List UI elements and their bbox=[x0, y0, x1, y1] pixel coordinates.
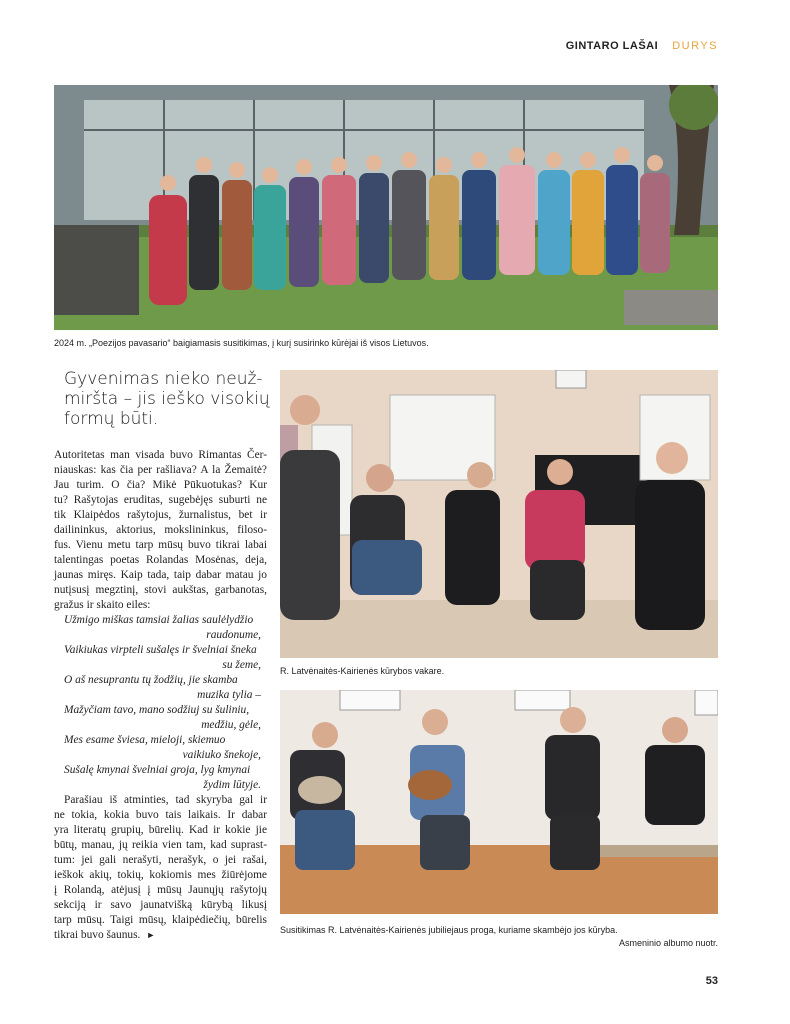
text-line: nutįsusį megztinį, stovi aukštas, garbanotas, bbox=[54, 584, 267, 596]
poem-quote bbox=[54, 613, 267, 793]
group-photo bbox=[54, 85, 718, 330]
page-number: 53 bbox=[705, 975, 718, 987]
article-body bbox=[54, 448, 267, 943]
poem-line: raudonume, bbox=[206, 629, 261, 641]
text-line: jaunas miręs. Kaip tada, taip dabar matau jo bbox=[54, 569, 267, 581]
poem-line: muzika tylia – bbox=[197, 689, 261, 701]
text-line: ieškok akių, tokių, kokiomis mes žiūrėjome bbox=[54, 869, 267, 881]
paragraph-2 bbox=[54, 793, 267, 943]
text-line: dailininkus, aktorius, mokslininkus, filoso- bbox=[54, 524, 267, 536]
photo-credit: Asmeninio albumo nuotr. bbox=[618, 938, 718, 948]
poem-line: Užmigo miškas tamsiai žalias saulėlydžio bbox=[64, 614, 254, 626]
poem-line: Vaikiukas virpteli sušalęs ir švelniai šneka bbox=[64, 644, 257, 656]
text-line: tu? Rašytojas eruditas, sugebėjęs suburti ne bbox=[54, 494, 267, 506]
anniversary-photo bbox=[280, 690, 718, 914]
page-header bbox=[566, 40, 718, 52]
text-line: niauskas: kas čia per rašliava? A la Žemaitė? bbox=[54, 464, 267, 476]
text-line: tarp mūsų. Taigi mūsų, klaipėdiečių, būrelis bbox=[54, 914, 267, 926]
poem-line: su žeme, bbox=[222, 659, 261, 671]
poem-line: Mes esame šviesa, mieloji, skiemuo bbox=[64, 734, 226, 746]
text-line: Jau turim. O čia? Mikė Pūkuotukas? Kur bbox=[54, 479, 267, 491]
text-line: tum: jei gali nerašyti, nerašyk, o jei rašai, bbox=[54, 854, 267, 866]
pull-quote bbox=[64, 369, 274, 429]
text-line: sekciją ir savo jaunatvišką kūrybą likusį bbox=[54, 899, 267, 911]
middle-photo-caption: R. Latvėnaitės-Kairienės kūrybos vakare. bbox=[280, 666, 445, 676]
bottom-photo-caption: Susitikimas R. Latvėnaitės-Kairienės jubiliejaus proga, kuriame skambėjo jos kūryba. bbox=[280, 925, 618, 935]
poem-line: Mažyčiam tavo, mano sodžiuj su šuliniu, bbox=[64, 704, 250, 716]
text-line: Autoritetas man visada buvo Rimantas Čer- bbox=[54, 449, 267, 461]
text-line: tik Klaipėdos rašytojus, žurnalistus, bet ir bbox=[54, 509, 267, 521]
poem-line: medžiu, gėle, bbox=[201, 719, 261, 731]
text-line: talentingas poetas Rolandas Mosėnas, deja, bbox=[54, 554, 267, 566]
pull-quote-line: Gyvenimas nieko neuž- bbox=[64, 369, 263, 389]
text-line: gražus ir skaito eiles: bbox=[54, 599, 151, 611]
end-arrow-icon: ► bbox=[146, 930, 156, 940]
top-photo-caption: 2024 m. „Poezijos pavasario“ baigiamasis susitikimas, į kurį susirinko kūrėjai iš visos Lietuvos. bbox=[54, 338, 429, 348]
text-line: į Rolandą, atėjusį į mūsų Jaunųjų rašytojų bbox=[54, 884, 267, 896]
text-line: būtų, manau, jų reikia vien tam, kad suprast- bbox=[54, 839, 267, 851]
reading-evening-photo bbox=[280, 370, 718, 658]
poem-line: vaikiuko šnekoje, bbox=[182, 749, 261, 761]
text-line: ne tokia, kokia buvo tais laikais. Ir dabar bbox=[54, 809, 267, 821]
poem-line: žydim lūtyje. bbox=[203, 779, 261, 791]
text-line: fus. Vienu metu tarp mūsų buvo tikrai labai bbox=[54, 539, 267, 551]
paragraph-1 bbox=[54, 448, 267, 613]
poem-line: Sušalę kmynai švelniai groja, lyg kmynai bbox=[64, 764, 251, 776]
text-line: tikrai buvo šaunus. bbox=[54, 929, 141, 941]
text-line: yra literatų grupių, būrelių. Kad ir kokie jie bbox=[54, 824, 267, 836]
section-title: DURYS bbox=[672, 40, 718, 52]
poem-line: O aš nesuprantu tų žodžių, jie skamba bbox=[64, 674, 238, 686]
magazine-title: GINTARO LAŠAI bbox=[565, 40, 659, 52]
pull-quote-line: miršta – jis ieško visokių bbox=[64, 389, 270, 409]
pull-quote-line: formų būti. bbox=[64, 409, 159, 429]
text-line: Parašiau iš atminties, tad skyryba gal ir bbox=[64, 794, 267, 806]
